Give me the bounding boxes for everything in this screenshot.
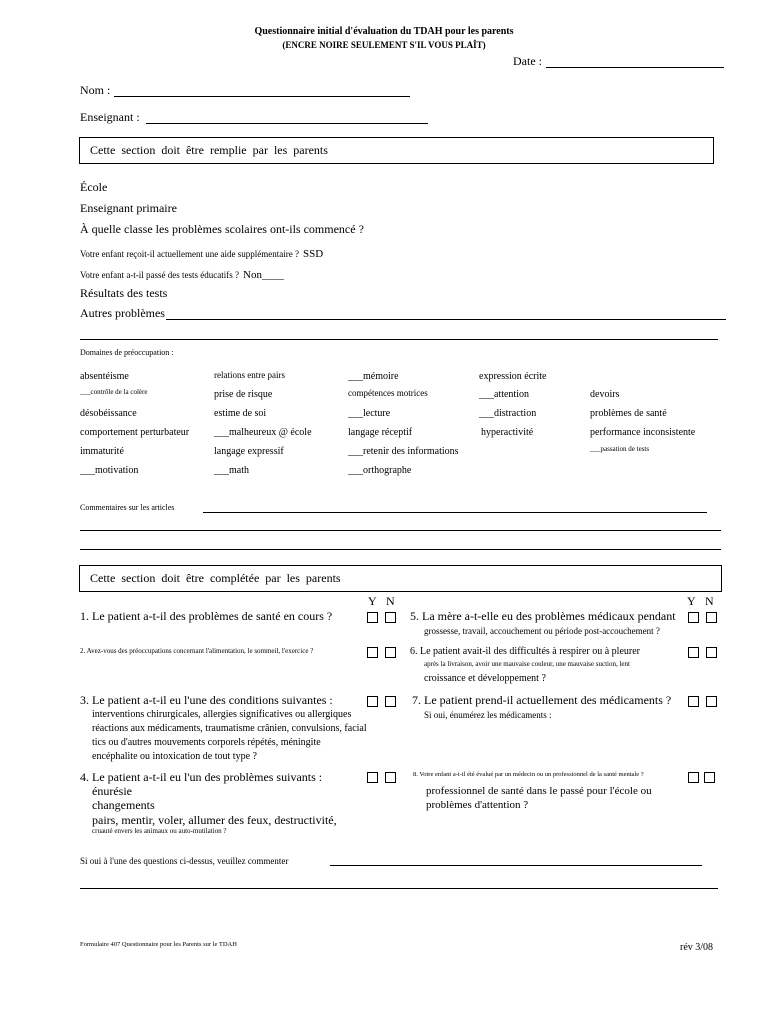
question-8-detail-2: problèmes d'attention ? [426, 799, 529, 811]
question-7-detail: Si oui, énumérez les médicaments : [424, 710, 552, 720]
classe-question: À quelle classe les problèmes scolaires ont-ils commencé ? [80, 222, 364, 236]
domaines-label: Domaines de préoccupation : [80, 348, 174, 357]
q5-yes-checkbox[interactable] [688, 612, 699, 623]
q7-no-checkbox[interactable] [706, 696, 717, 707]
enseignant-field[interactable] [146, 123, 428, 124]
domaine-item: ___distraction [479, 408, 537, 419]
question-5: 5. La mère a-t-elle eu des problèmes médicaux pendant [410, 609, 676, 623]
question-3-detail-3: tics ou d'autres mouvements corporels répétés, méningite [92, 737, 321, 748]
question-4-detail-2: changements [92, 798, 155, 812]
date-field[interactable] [546, 67, 724, 68]
comment-field[interactable] [330, 865, 702, 866]
commentaires-field[interactable] [203, 512, 707, 513]
form-subtitle: (ENCRE NOIRE SEULEMENT S'IL VOUS PLAÎT) [282, 40, 486, 50]
domaine-item: compétences motrices [348, 388, 428, 398]
commentaires-field-line3[interactable] [80, 549, 721, 550]
autres-label: Autres problèmes [80, 306, 165, 320]
domaine-item: absentéisme [80, 371, 129, 382]
comment-field-line2[interactable] [80, 888, 718, 889]
domaine-item: ___orthographe [348, 465, 412, 476]
domaine-item: ___malheureux @ école [214, 427, 312, 438]
domaine-item: hyperactivité [481, 427, 534, 438]
comment-label: Si oui à l'une des questions ci-dessus, veuillez commenter [80, 856, 289, 866]
yes-header-left: Y [368, 594, 377, 608]
enseignant-primaire-label: Enseignant primaire [80, 201, 177, 215]
q6-no-checkbox[interactable] [706, 647, 717, 658]
aide-question [80, 244, 323, 262]
question-3-detail-4: encéphalite ou intoxication de tout type ? [92, 751, 257, 762]
question-6: 6. Le patient avait-il des difficultés à respirer ou à pleurer [410, 646, 640, 657]
domaine-item: désobéissance [80, 408, 137, 419]
domaine-item: prise de risque [214, 389, 273, 400]
q7-yes-checkbox[interactable] [688, 696, 699, 707]
question-8-detail-1: professionnel de santé dans le passé pour l'école ou [426, 785, 652, 797]
form-title: Questionnaire initial d'évaluation du TDAH pour les parents [254, 26, 514, 37]
domaine-item: ___contrôle de la colère [80, 388, 148, 396]
domaine-item: ___mémoire [348, 371, 399, 382]
domaine-item: ___attention [479, 389, 529, 400]
question-3: 3. Le patient a-t-il eu l'une des conditions suivantes : [80, 693, 333, 707]
question-3-detail-1: interventions chirurgicales, allergies significatives ou allergiques [92, 709, 352, 720]
q1-no-checkbox[interactable] [385, 612, 396, 623]
domaine-item: ___math [214, 465, 249, 476]
domaine-item: ___passation de tests [590, 445, 650, 453]
no-header-left: N [386, 594, 395, 608]
question-1: 1. Le patient a-t-il des problèmes de santé en cours ? [80, 609, 333, 623]
enseignant-label: Enseignant : [80, 110, 140, 124]
q4-no-checkbox[interactable] [385, 772, 396, 783]
domaine-item: comportement perturbateur [80, 427, 190, 438]
q4-yes-checkbox[interactable] [367, 772, 378, 783]
date-label: Date : [513, 54, 542, 68]
q8-no-checkbox[interactable] [704, 772, 715, 783]
question-4-detail-4: cruauté envers les animaux ou auto-mutilation ? [92, 827, 227, 835]
commentaires-label: Commentaires sur les articles [80, 503, 175, 512]
domaine-item: ___retenir des informations [348, 446, 459, 457]
yes-header-right: Y [687, 594, 696, 608]
domaine-item: ___lecture [348, 408, 391, 419]
question-6-detail-1: après la livraison, avoir une mauvaise couleur, une mauvaise suction, lent [424, 660, 630, 668]
autres-field-line2[interactable] [80, 339, 718, 340]
commentaires-field-line2[interactable] [80, 530, 721, 531]
tests-question-text: Votre enfant a-t-il passé des tests éducatifs ? [80, 270, 240, 280]
nom-field[interactable] [114, 96, 410, 97]
autres-field[interactable] [166, 319, 726, 320]
section2-header-label: Cette section doit être complétée par les parents [90, 571, 341, 585]
question-6-detail-2: croissance et développement ? [424, 673, 546, 684]
section1-header-box [79, 137, 714, 164]
domaine-item: langage réceptif [348, 427, 413, 438]
resultats-label: Résultats des tests [80, 286, 168, 300]
ecole-label: École [80, 180, 108, 194]
section1-header-label: Cette section doit être remplie par les parents [90, 143, 328, 157]
q3-yes-checkbox[interactable] [367, 696, 378, 707]
no-header-right: N [705, 594, 714, 608]
domaine-item: performance inconsistente [590, 427, 696, 438]
tests-answer: Non____ [243, 269, 284, 281]
domaine-item: immaturité [80, 446, 124, 457]
q2-yes-checkbox[interactable] [367, 647, 378, 658]
footer-form-id: Formulaire 407 Questionnaire pour les Parents sur le TDAH [80, 941, 237, 948]
domaine-item: langage expressif [214, 446, 284, 457]
question-4-detail-3: pairs, mentir, voler, allumer des feux, destructivité, [92, 813, 337, 827]
domaine-item: problèmes de santé [590, 408, 667, 419]
aide-answer: SSD [303, 248, 324, 260]
question-8: 8. Votre enfant a-t-il été évalué par un médecin ou un professionnel de la santé mentale ? [413, 771, 644, 778]
q1-yes-checkbox[interactable] [367, 612, 378, 623]
aide-question-text: Votre enfant reçoit-il actuellement une aide supplémentaire ? [80, 249, 299, 259]
q8-yes-checkbox[interactable] [688, 772, 699, 783]
q6-yes-checkbox[interactable] [688, 647, 699, 658]
domaine-item: relations entre pairs [214, 370, 285, 380]
tests-question [80, 265, 284, 283]
domaine-item: ___motivation [80, 465, 139, 476]
domaine-item: devoirs [590, 389, 620, 400]
question-2: 2. Avez-vous des préoccupations concernant l'alimentation, le sommeil, l'exercice ? [80, 647, 314, 655]
question-7: 7. Le patient prend-il actuellement des médicaments ? [412, 693, 672, 707]
question-5-detail: grossesse, travail, accouchement ou période post-accouchement ? [424, 626, 660, 636]
nom-label: Nom : [80, 83, 111, 97]
footer-revision: rév 3/08 [680, 942, 714, 953]
q2-no-checkbox[interactable] [385, 647, 396, 658]
q5-no-checkbox[interactable] [706, 612, 717, 623]
q3-no-checkbox[interactable] [385, 696, 396, 707]
question-4-detail-1: énurésie [92, 784, 132, 798]
domaine-item: expression écrite [479, 371, 547, 382]
question-3-detail-2: réactions aux médicaments, traumatisme crânien, convulsions, facial [92, 723, 367, 734]
question-4: 4. Le patient a-t-il eu l'un des problèmes suivants : [80, 770, 323, 784]
section2-header-box [79, 565, 722, 592]
domaine-item: estime de soi [214, 408, 267, 419]
